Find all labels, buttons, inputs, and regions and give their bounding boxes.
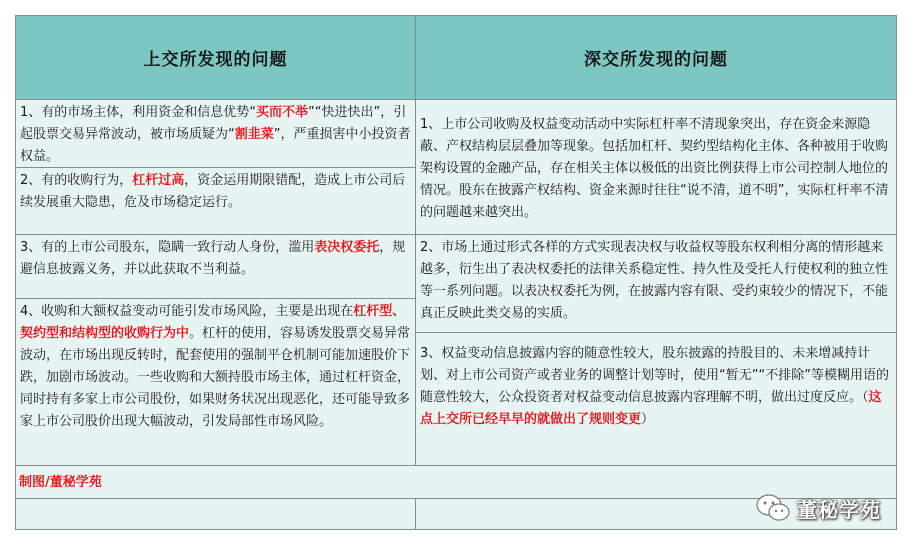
body-text: 2、有的收购行为，: [20, 173, 133, 188]
left-row-2: [15, 167, 416, 235]
right-row-1: [415, 99, 897, 235]
right-row-1-text: [420, 114, 892, 224]
body-text: 1、上市公司收购及权益变动活动中实际杠杆率不清现象突出，存在资金来源隐蔽、产权结构层层叠加等现象。包括加杠杆、契约型结构化主体、各种被用于收购架构设置的金融产品，存在相关主体以极低的出资比例获得上市公司控制人地位的情况。股东在披露产权结构、资金来源时往往“说不清，道不明”，实际杠杆率不清的问题越来越突出。: [420, 117, 889, 220]
comparison-table: [15, 15, 897, 530]
credit-text: 制图/董秘学苑: [19, 475, 102, 490]
body-text: 1、有的市场主体，利用资金和信息优势“: [20, 105, 257, 120]
body-text: ，规避信息披露义务，并以此获取不当利益。: [20, 240, 406, 277]
body-text: 。杠杆的使用，容易诱发股票交易异常波动，在市场出现反转时，配套使用的强制平仓机制可能加速股价下跌，加剧市场波动。一些收购和大额持股市场主体，通过杠杆资金，同时持有多家上市公司股份，如果财务状况出现恶化，还可能导致多家上市公司股价出现大幅波动，引发局部性市场风险。: [20, 326, 411, 429]
highlight-text: 买而不举: [256, 105, 309, 120]
left-column-header: [15, 15, 416, 100]
watermark: [755, 493, 881, 523]
left-row-1: [15, 99, 416, 168]
right-column-header: [415, 15, 897, 100]
body-text: ”，严重损害中小投资者权益。: [20, 127, 411, 164]
body-text: ”“快进快出”，引起股票交易异常波动，被市场质疑为“: [20, 105, 407, 142]
highlight-text: 表决权委托: [314, 240, 380, 255]
highlight-text: 杠杆过高: [132, 173, 185, 188]
highlight-text: 这点上交所已经早早的就做出了规则变更: [420, 390, 882, 427]
highlight-text: 割韭菜: [234, 127, 274, 142]
left-row-3: [15, 234, 416, 299]
body-text: 3、有的上市公司股东，隐瞒一致行动人身份，滥用: [20, 240, 315, 255]
left-row-1-text: [20, 102, 411, 168]
body-text: 4、收购和大额权益变动可能引发市场风险，主要是出现在: [20, 304, 354, 319]
right-row-3-text: [420, 343, 892, 431]
left-row-4-text: [20, 301, 411, 433]
body-text: 3、权益变动信息披露内容的随意性较大，股东披露的持股目的、未来增减持计划、对上市公司资产或者业务的调整计划等时，使用“暂无”“不排除”等模糊用语的随意性较大，公众投资者对权益变动信息披露内容理解不明，做出过度反应。（: [420, 346, 889, 405]
right-header-title: 深交所发现的问题: [584, 50, 728, 70]
body-text: 2、市场上通过形式各样的方式实现表决权与收益权等股东权利相分离的情形越来越多，衍生出了表决权委托的法律关系稳定性、持久性及受托人行使权利的独立性等一系列问题。以表决权委托为例，在披露内容有限、受约束较少的情况下，不能真正反映此类交易的实质。: [420, 240, 889, 321]
left-row-3-text: [20, 237, 411, 281]
left-row-4: [15, 298, 416, 466]
wechat-icon: [755, 493, 791, 523]
right-row-3: [415, 332, 897, 466]
left-row-2-text: [20, 170, 411, 214]
empty-cell-left: [15, 498, 416, 530]
left-header-title: 上交所发现的问题: [143, 50, 288, 70]
right-row-2: [415, 234, 897, 333]
watermark-text: 董秘学苑: [797, 497, 881, 522]
right-row-2-text: [420, 237, 892, 325]
body-text: ）: [641, 412, 655, 427]
highlight-text: 杠杆型、契约型和结构型的收购行为中: [20, 304, 406, 341]
body-text: ，资金运用期限错配，造成上市公司后续发展重大隐患，危及市场稳定运行。: [20, 173, 406, 210]
